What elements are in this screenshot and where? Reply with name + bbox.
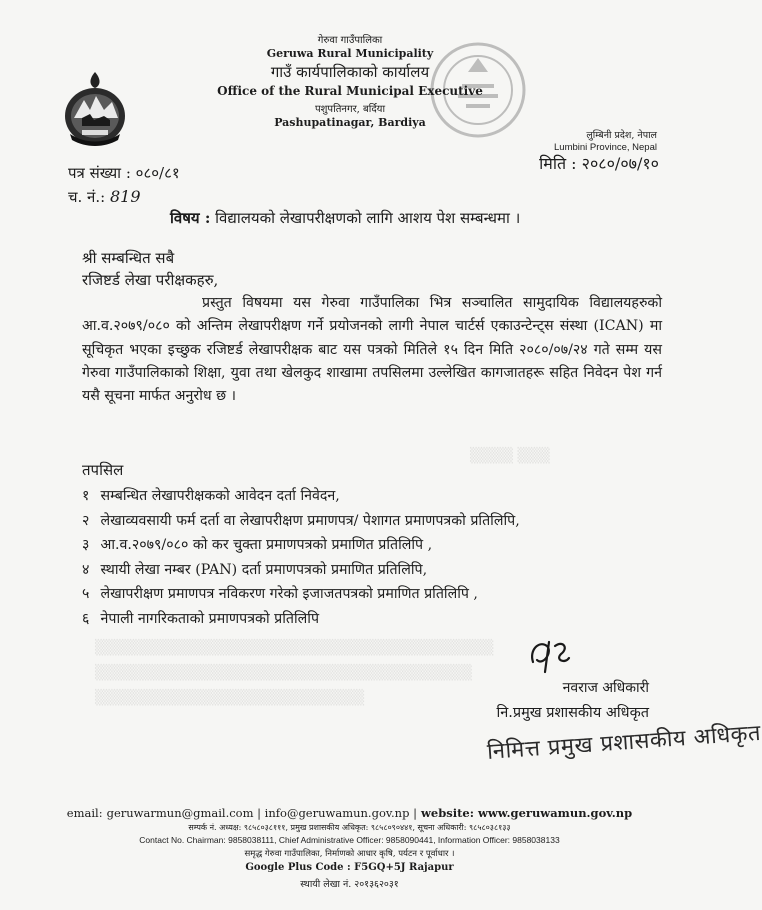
tapasil-heading: तपसिल (82, 461, 124, 479)
office-name-en: Office of the Rural Municipal Executive (217, 84, 483, 98)
subject-text: विद्यालयको लेखापरीक्षणको लागि आशय पेश सम्बन्धमा । (215, 209, 521, 227)
footer-contact-online (0, 806, 699, 820)
signatory-title: नि.प्रमुख प्रशासकीय अधिकृत (496, 705, 649, 721)
footer-contact-np: सम्पर्क नं. अध्यक्ष: ९८५८०३८१११, प्रमुख प्रशासकीय अधिकृत: ९८५८०९०४४१, सूचना अधिकारी: ९८५८०३८१३३ (188, 823, 511, 832)
subject-line (170, 208, 520, 228)
website-label: website: (420, 806, 474, 820)
location-np: पशुपतिनगर, बर्दिया (314, 104, 386, 115)
letter-date: मिति : २०८०/०७/१० (539, 154, 659, 173)
footer-pan: स्थायी लेखा नं. २०१३६२०३१ (300, 879, 399, 890)
addressee-line-2: रजिष्टर्ड लेखा परीक्षकहरु, (82, 271, 219, 289)
list-item (82, 533, 520, 558)
province-np: लुम्बिनी प्रदेश, नेपाल (586, 130, 657, 141)
website-text: www.geruwamun.gov.np (477, 806, 633, 820)
list-item-number: २ (82, 512, 90, 529)
list-item (82, 582, 520, 607)
document-list (82, 484, 520, 631)
footer-plus-code: Google Plus Code : F5GQ+5J Rajapur (245, 862, 454, 873)
list-item-text: सम्बन्धित लेखापरीक्षकको आवेदन दर्ता निवेदन, (100, 488, 340, 504)
bleed-through: ▒▒▒▒▒▒▒▒▒▒▒▒▒▒▒▒▒▒▒▒▒▒▒▒▒▒▒▒▒▒▒▒▒▒▒ (95, 665, 472, 681)
municipality-name-np: गेरुवा गाउँपालिका (317, 35, 383, 46)
list-item (82, 484, 520, 509)
bleed-through: ▒▒▒▒▒▒▒▒▒▒▒▒▒▒▒▒▒▒▒▒▒▒▒▒▒ (95, 690, 365, 706)
dispatch-number-value: 819 (110, 187, 141, 206)
list-item-text: नेपाली नागरिकताको प्रमाणपत्रको प्रतिलिपि (100, 610, 319, 627)
dispatch-number-label: च. नं.: (68, 188, 106, 206)
signature-icon (525, 632, 575, 677)
list-item (82, 509, 520, 534)
list-item-text: लेखाव्यवसायी फर्म दर्ता वा लेखापरीक्षण प्रमाणपत्र/ पेशागत प्रमाणपत्रको प्रतिलिपि, (100, 512, 520, 529)
bleed-through: ▒▒▒▒▒▒▒▒▒▒▒▒▒▒▒▒▒▒▒▒▒▒▒▒▒▒▒▒▒▒▒▒▒▒▒▒▒ (95, 640, 494, 656)
list-item-number: ३ (82, 537, 90, 553)
signatory-name: नवराज अधिकारी (562, 680, 649, 696)
nepal-emblem-icon (60, 70, 130, 150)
list-item-number: १ (82, 488, 90, 504)
email-label: email: (66, 806, 103, 820)
subject-label: विषय : (170, 209, 211, 227)
office-name-np: गाउँ कार्यपालिकाको कार्यालय (270, 63, 430, 81)
list-item-text: आ.व.२०७९/०८० को कर चुक्ता प्रमाणपत्रको प्रमाणित प्रतिलिपि , (100, 537, 433, 553)
location-en: Pashupatinagar, Bardiya (274, 116, 426, 129)
dispatch-number (68, 187, 141, 207)
list-item-text: स्थायी लेखा नम्बर (PAN) दर्ता प्रमाणपत्रको प्रमाणित प्रतिलिपि, (100, 561, 428, 578)
footer-slogan: समृद्ध गेरुवा गाउँपालिका, निर्माणको आधार कृषि, पर्यटन र पूर्वाधार । (244, 849, 455, 859)
list-item-text: लेखापरीक्षण प्रमाणपत्र नविकरण गरेको इजाजतपत्रको प्रमाणित प्रतिलिपि , (100, 586, 478, 602)
list-item (82, 607, 520, 632)
letter-number: पत्र संख्या : ०८०/८१ (68, 164, 180, 182)
list-item-number: ५ (82, 586, 90, 602)
list-item-number: ६ (82, 610, 90, 627)
designation-stamp: निमित्त प्रमुख प्रशासकीय अधिकृत (486, 720, 762, 765)
municipality-name-en: Geruwa Rural Municipality (266, 47, 434, 60)
list-item-number: ४ (82, 561, 90, 578)
email-text: geruwarmun@gmail.com | info@geruwamun.gov.np | (106, 806, 417, 820)
addressee-line-1: श्री सम्बन्धित सबै (82, 249, 175, 267)
body-paragraph: प्रस्तुत विषयमा यस गेरुवा गाउँपालिका भित्र सञ्चालित सामुदायिक विद्यालयहरुको आ.व.२०७९/०८० को अन्तिम लेखापरीक्षण गर्ने प्रयोजनको लागी नेपाल चार्टर्स एकाउन्टेन्ट्स संस्था (ICAN) मा सूचिकृत भएका इच्छुक रजिष्टर्ड लेखापरीक्षक बाट यस पत्रको मितिले १५ दिन मिति २०८०/०७/२४ गते सम्म यस गेरुवा गाउँपालिकाको शिक्षा, युवा तथा खेलकुद शाखामा तपसिलमा उल्लेखित कागजातहरू सहित निवेदन पेश गर्न यसै सूचना मार्फत अनुरोध छ । (82, 295, 662, 405)
list-item (82, 558, 520, 583)
bleed-through: ▒▒▒▒ ▒▒▒ (470, 448, 550, 464)
province-en: Lumbini Province, Nepal (554, 142, 657, 153)
footer-contact-en: Contact No. Chairman: 9858038111, Chief Administrative Officer: 9858090441, Information Officer: 9858038133 (139, 835, 560, 845)
